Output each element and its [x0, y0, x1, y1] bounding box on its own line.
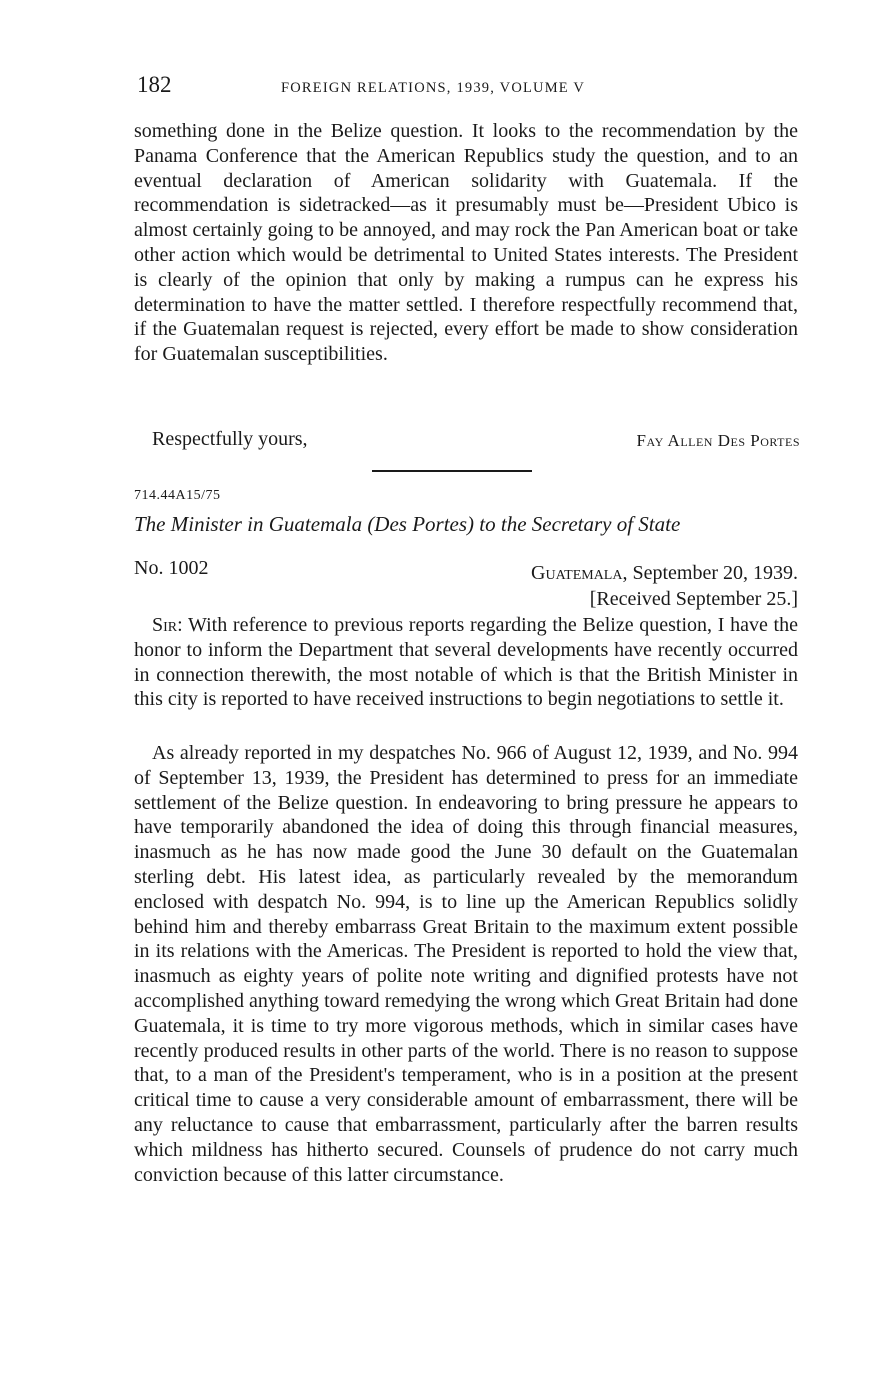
document-title: The Minister in Guatemala (Des Portes) to the Secretary of State — [134, 512, 681, 536]
signature-name: Fay Allen Des Portes — [636, 431, 800, 450]
salutation: Sir — [152, 614, 178, 636]
body-paragraph — [134, 613, 798, 712]
page-number: 182 — [137, 72, 172, 97]
place-name: Guatemala — [531, 562, 623, 584]
paragraph-text: : With reference to previous reports regarding the Belize question, I have the honor to inform the Department that several developments have recently occurred in connection therewith, the most notable of which is that the British Minister in this city is reported to have received instructions to begin negotiations to settle it. — [134, 614, 798, 711]
date-text: , September 20, 1939. — [622, 562, 798, 584]
body-paragraph: As already reported in my despatches No. 966 of August 12, 1939, and No. 994 of September 13, 1939, the President has determined to press for an immediate settlement of the Belize question. In endeavoring to bring pressure he appears to have temporarily abandoned the idea of doing this through financial measures, inasmuch as he has now made good the June 30 default on the Guatemalan sterling debt. His latest idea, as particularly revealed by the memorandum enclosed with despatch No. 994, is to line up the American Republics solidly behind him and thereby embarrass Great Britain to the maximum extent possible in its relations with the Americas. The President is reported to hold the view that, inasmuch as eighty years of polite note writing and dignified protests have not accomplished anything toward remedying the wrong which Great Britain had done Guatemala, it is time to try more vigorous methods, which in similar cases have recently produced results in other parts of the world. There is no reason to suppose that, to a man of the President's temperament, who is in a position at the present critical time to cause a very considerable amount of embarrassment, there will be any reluctance to cause that embarrassment, particularly after the barren results which mildness has hitherto secured. Counsels of prudence do not carry much conviction because of this latter circumstance. — [134, 742, 798, 1186]
letter-continuation-paragraph: something done in the Belize question. It looks to the recommendation by the Panama Conference that the American Republics study the question, and to an eventual declaration of American solidarity with Guatemala. If the recommendation is sidetracked—as it presumably must be—President Ubico is almost certainly going to be annoyed, and may rock the Pan American boat or take other action which would be detrimental to United States interests. The President is clearly of the opinion that only by making a rumpus can he express his determination to have the matter settled. I therefore respectfully recommend that, if the Guatemalan request is rejected, every effort be made to show consideration for Guatemalan susceptibilities. — [134, 120, 798, 366]
complimentary-close: Respectfully yours, — [152, 428, 308, 450]
received-note: [Received September 25.] — [589, 588, 798, 610]
despatch-number: No. 1002 — [134, 557, 209, 579]
file-reference: 714.44A15/75 — [134, 488, 221, 503]
section-divider — [372, 470, 532, 472]
dateline — [531, 560, 798, 612]
running-head: FOREIGN RELATIONS, 1939, VOLUME V — [281, 80, 586, 96]
page-header — [137, 72, 797, 102]
date-line — [531, 560, 798, 586]
